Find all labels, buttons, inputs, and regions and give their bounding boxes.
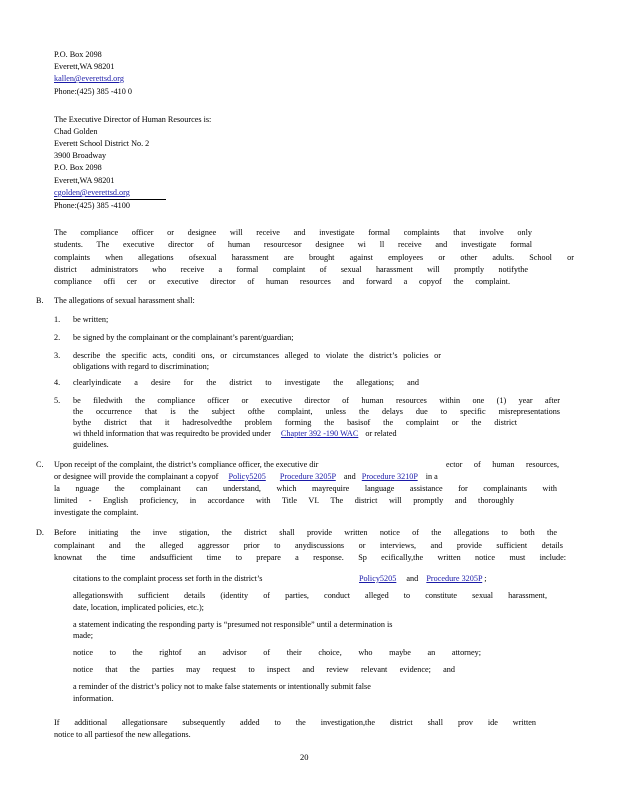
list-number: 2. (54, 333, 61, 342)
policy-5205-link[interactable]: Policy5205 (228, 472, 266, 481)
list-item-text: or related (365, 429, 397, 438)
address1-phone: Phone:(425) 385 -410 0 (54, 87, 133, 96)
bullet-text: ; (484, 574, 487, 583)
list-number: 3. (54, 351, 61, 360)
compliance-line: complaints when allegations ofsexual harassment are brought against employees or other adults. School or (54, 253, 574, 262)
bullet-item: notice that the parties may request to inspect and review relevant evidence; and (73, 665, 455, 674)
section-c-text: and (343, 472, 356, 481)
bullet-item-continued: information. (73, 694, 114, 703)
hr-email-link[interactable]: cgolden@everettsd.org (54, 188, 130, 197)
section-c-line-tail: ector of human resources, (446, 460, 559, 469)
section-d-marker: D. (36, 528, 44, 537)
section-d-line: complainant and the alleged aggressor prior to anydiscussions or interviews, and provide sufficient details (54, 541, 563, 550)
hr-district: Everett School District No. 2 (54, 139, 150, 148)
list-item-text: wi thheld information that was requiredto be provided under (73, 429, 271, 438)
list-item-continued (73, 428, 397, 439)
hr-phone: Phone:(425) 385 -4100 (54, 199, 166, 211)
section-c-text: in a (425, 472, 438, 481)
bullet-item: a statement indicating the responding party is “presumed not responsible” until a determination is (73, 620, 393, 629)
compliance-line: district administrators who receive a formal complaint of sexual harassment will promptly notifythe (54, 265, 528, 274)
section-c-line: investigate the complaint. (54, 508, 139, 517)
section-d-line: Before initiating the inve stigation, the district shall provide written notice of the allegations to both the (54, 528, 557, 537)
list-item-continued: obligations with regard to discrimination; (73, 362, 209, 371)
procedure-3210p-link[interactable]: Procedure 3210P (361, 472, 418, 481)
list-item: be filedwith the compliance officer or executive director of human resources within one (1) year after (73, 396, 560, 405)
wac-chapter-link[interactable]: Chapter 392 -190 WAC (280, 429, 359, 438)
policy-5205-link[interactable]: Policy5205 (359, 574, 397, 583)
section-c-line: Upon receipt of the complaint, the district’s compliance officer, the executive dir (54, 460, 319, 469)
bullet-item: allegationswith sufficient details (identity of parties, conduct alleged to constitute sexual harassment, (73, 591, 547, 600)
bullet-item: notice to the rightof an advisor of their choice, who maybe an attorney; (73, 648, 481, 657)
list-item: clearlyindicate a desire for the district to investigate the allegations; and (73, 378, 419, 387)
closing-line: If additional allegationsare subsequently added to the investigation,the district shall prov ide written (54, 718, 536, 727)
section-c-line: la nguage the complainant can understand, which mayrequire language assistance for complainants with (54, 484, 557, 493)
list-item: be signed by the complainant or the complainant’s parent/guardian; (73, 333, 294, 342)
section-c-line (54, 471, 438, 482)
hr-pobox: P.O. Box 2098 (54, 163, 102, 172)
page-number: 20 (300, 752, 309, 762)
bullet-item (73, 573, 262, 584)
list-number: 5. (54, 396, 61, 405)
list-item-continued: guidelines. (73, 440, 109, 449)
list-item-continued: bythe district that it hadresolvedthe problem forming the basisof the complaint or the district (73, 418, 517, 427)
procedure-3205p-link[interactable]: Procedure 3205P (426, 574, 483, 583)
section-c-text: or designee will provide the complainant a copyof (54, 472, 219, 481)
list-number: 1. (54, 315, 61, 324)
bullet-item-continued: date, location, implicated policies, etc.); (73, 603, 204, 612)
section-b-heading: The allegations of sexual harassment shall: (54, 296, 195, 305)
hr-city: Everett,WA 98201 (54, 176, 115, 185)
bullet-text: and (406, 574, 419, 583)
section-b-marker: B. (36, 296, 44, 305)
section-c-line: limited - English proficiency, in accordance with Title VI. The district will promptly and thoroughly (54, 496, 514, 505)
compliance-line: students. The executive director of human resourcesor designee wi ll receive and investigate formal (54, 240, 532, 249)
bullet-item-continued: made; (73, 631, 94, 640)
compliance-line: compliance offi cer or executive director of human resources and forward a copyof the complaint. (54, 277, 510, 286)
hr-name: Chad Golden (54, 127, 98, 136)
bullet-text: citations to the complaint process set forth in the district’s (73, 574, 263, 583)
hr-intro: The Executive Director of Human Resources is: (54, 115, 212, 124)
section-c-marker: C. (36, 460, 44, 469)
hr-street: 3900 Broadway (54, 151, 107, 160)
section-d-line: knownat the time andsufficient time to prepare a response. Sp ecifically,the written notice must include: (54, 553, 566, 562)
bullet-item-links (359, 573, 487, 584)
list-item: be written; (73, 315, 109, 324)
list-item: describe the specific acts, conditi ons, or circumstances alleged to violate the district’s policies or (73, 351, 441, 360)
address1-pobox: P.O. Box 2098 (54, 50, 102, 59)
compliance-line: The compliance officer or designee will receive and investigate formal complaints that involve only (54, 228, 532, 237)
list-item-continued: the occurrence that is the subject ofthe complaint, unless the delays due to specific misrepresentations (73, 407, 560, 416)
bullet-item: a reminder of the district’s policy not to make false statements or intentionally submit false (73, 682, 371, 691)
address1-email-link[interactable]: kallen@everettsd.org (54, 74, 124, 83)
closing-line: notice to all partiesof the new allegations. (54, 730, 191, 739)
list-number: 4. (54, 378, 61, 387)
procedure-3205p-link[interactable]: Procedure 3205P (279, 472, 336, 481)
address1-city: Everett,WA 98201 (54, 62, 115, 71)
